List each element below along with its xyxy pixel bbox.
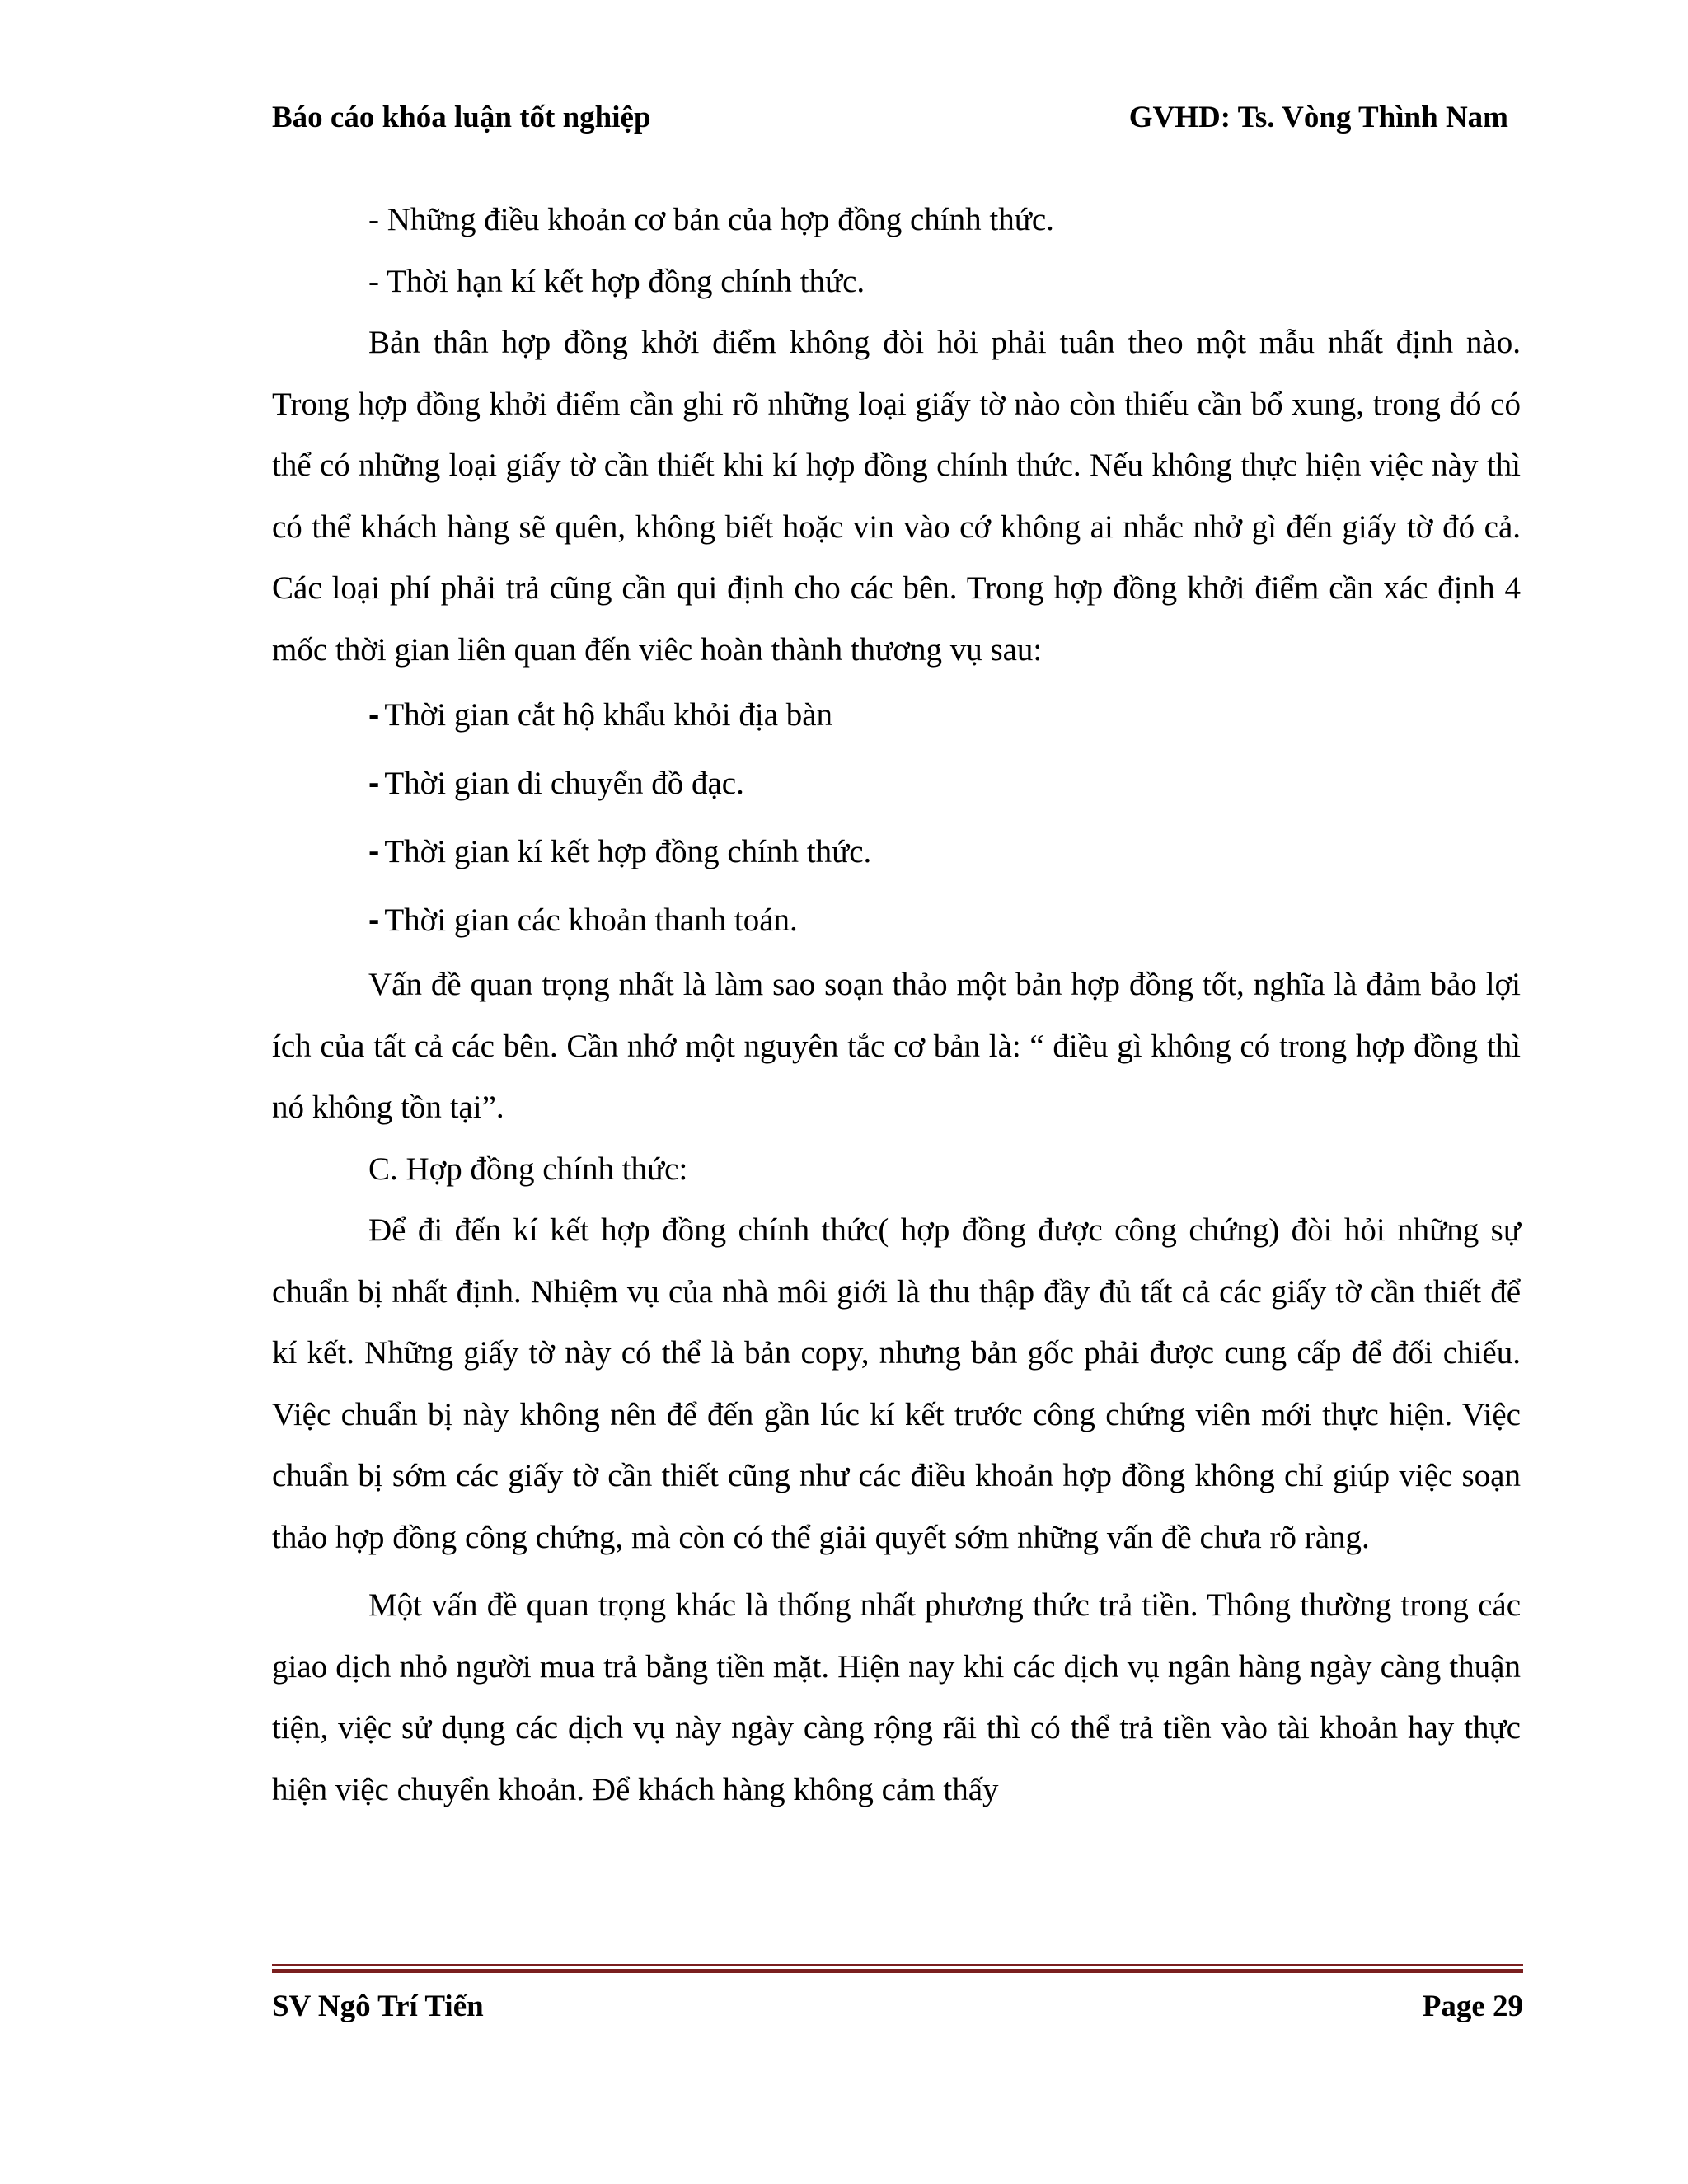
bullet-dash: - bbox=[368, 902, 380, 938]
bullet-text: Thời gian di chuyển đồ đạc. bbox=[384, 766, 744, 801]
footer-student-name: SV Ngô Trí Tiến bbox=[272, 1990, 484, 2023]
page-footer bbox=[272, 1986, 1523, 2027]
paragraph: Để đi đến kí kết hợp đồng chính thức( hợp đồng được công chứng) đòi hỏi những sự chuẩn bị nhất định. Nhiệm vụ của nhà môi giới là thu thập đầy đủ tất cả các giấy tờ cần thiết để kí kết. Những giấy tờ này có thể là bản copy, nhưng bản gốc phải được cung cấp để đối chiếu. Việc chuẩn bị này không nên để đến gần lúc kí kết trước công chứng viên mới thực hiện. Việc chuẩn bị sớm các giấy tờ cần thiết cũng như các điều khoản hợp đồng không chỉ giúp việc soạn thảo hợp đồng công chứng, mà còn có thể giải quyết sớm những vấn đề chưa rõ ràng. bbox=[272, 1212, 1521, 1555]
bullet-dash: - bbox=[368, 833, 380, 869]
bullet-item bbox=[272, 749, 1521, 818]
bullet-dash: - bbox=[368, 696, 380, 733]
document-body bbox=[272, 190, 1521, 1821]
section-heading: C. Hợp đồng chính thức: bbox=[368, 1151, 688, 1187]
page-header bbox=[272, 97, 1508, 138]
paragraph: Một vấn đề quan trọng khác là thống nhất phương thức trả tiền. Thông thường trong các giao dịch nhỏ người mua trả bằng tiền mặt. Hiện nay khi các dịch vụ ngân hàng ngày càng thuận tiện, việc sử dụng các dịch vụ này ngày càng rộng rãi thì có thể trả tiền vào tài khoản hay thực hiện việc chuyển khoản. Để khách hàng không cảm thấy bbox=[272, 1587, 1521, 1807]
bullet-text: Thời gian cắt hộ khẩu khỏi địa bàn bbox=[384, 697, 833, 733]
header-report-title: Báo cáo khóa luận tốt nghiệp bbox=[272, 101, 651, 134]
header-advisor: GVHD: Ts. Vòng Thình Nam bbox=[1128, 101, 1508, 134]
footer-divider bbox=[272, 1964, 1523, 1974]
bullet-dash: - bbox=[368, 765, 380, 801]
list-item: - Thời hạn kí kết hợp đồng chính thức. bbox=[368, 263, 865, 299]
bullet-text: Thời gian kí kết hợp đồng chính thức. bbox=[384, 834, 872, 869]
bullet-item bbox=[272, 681, 1521, 749]
footer-divider-line bbox=[272, 1964, 1523, 1966]
footer-divider-line bbox=[272, 1969, 1523, 1973]
bullet-text: Thời gian các khoản thanh toán. bbox=[384, 902, 798, 938]
list-item: - Những điều khoản cơ bản của hợp đồng chính thức. bbox=[368, 202, 1054, 237]
paragraph: Vấn đề quan trọng nhất là làm sao soạn thảo một bản hợp đồng tốt, nghĩa là đảm bảo lợi ích của tất cả các bên. Cần nhớ một nguyên tắc cơ bản là: “ điều gì không có trong hợp đồng thì nó không tồn tại”. bbox=[272, 967, 1521, 1125]
paragraph: Bản thân hợp đồng khởi điểm không đòi hỏi phải tuân theo một mẫu nhất định nào. Trong hợp đồng khởi điểm cần ghi rõ những loại giấy tờ nào còn thiếu cần bổ xung, trong đó có thể có những loại giấy tờ cần thiết khi kí hợp đồng chính thức. Nếu không thực hiện việc này thì có thể khách hàng sẽ quên, không biết hoặc vin vào cớ không ai nhắc nhở gì đến giấy tờ đó cả. Các loại phí phải trả cũng cần qui định cho các bên. Trong hợp đồng khởi điểm cần xác định 4 mốc thời gian liên quan đến viêc hoàn thành thương vụ sau: bbox=[272, 325, 1521, 668]
bullet-item bbox=[272, 818, 1521, 886]
page-number: Page 29 bbox=[1422, 1990, 1523, 2023]
bullet-item bbox=[272, 886, 1521, 954]
